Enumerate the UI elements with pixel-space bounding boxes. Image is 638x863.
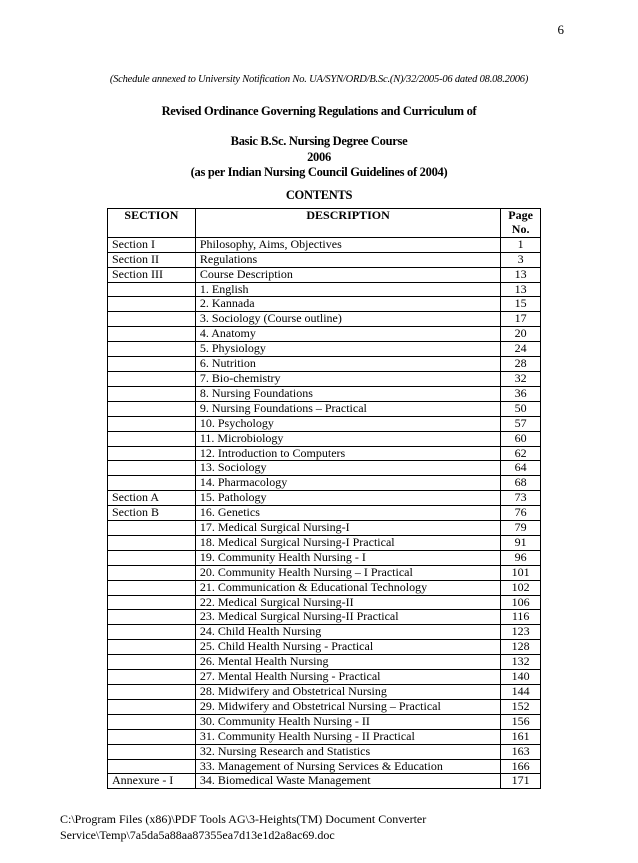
description-cell: 19. Community Health Nursing - I — [195, 550, 500, 565]
section-cell — [108, 610, 196, 625]
section-cell — [108, 565, 196, 580]
table-row — [108, 401, 541, 416]
description-cell: 34. Biomedical Waste Management — [195, 774, 500, 789]
description-cell: 12. Introduction to Computers — [195, 446, 500, 461]
page-cell: 57 — [501, 416, 541, 431]
table-row — [108, 431, 541, 446]
page-cell: 163 — [501, 744, 541, 759]
section-cell — [108, 550, 196, 565]
page-column-header: Page No. — [501, 209, 541, 238]
section-cell — [108, 461, 196, 476]
page-number: 6 — [557, 22, 564, 37]
page-cell: 28 — [501, 357, 541, 372]
page-cell: 96 — [501, 550, 541, 565]
table-row — [108, 565, 541, 580]
contents-table — [107, 208, 541, 789]
description-cell: Regulations — [195, 252, 500, 267]
table-row — [108, 640, 541, 655]
table-row — [108, 446, 541, 461]
page-cell: 68 — [501, 476, 541, 491]
course-title: Basic B.Sc. Nursing Degree Course — [230, 134, 408, 148]
page-cell: 132 — [501, 655, 541, 670]
table-row — [108, 252, 541, 267]
description-cell: 29. Midwifery and Obstetrical Nursing – Practical — [195, 699, 500, 714]
page-cell: 50 — [501, 401, 541, 416]
description-cell: 21. Communication & Educational Technology — [195, 580, 500, 595]
page-cell: 76 — [501, 506, 541, 521]
table-row — [108, 491, 541, 506]
page-cell: 60 — [501, 431, 541, 446]
description-cell: Course Description — [195, 267, 500, 282]
page-cell: 13 — [501, 267, 541, 282]
description-cell: 5. Physiology — [195, 342, 500, 357]
description-cell: 2. Kannada — [195, 297, 500, 312]
description-cell: 13. Sociology — [195, 461, 500, 476]
section-cell — [108, 446, 196, 461]
page-cell: 171 — [501, 774, 541, 789]
page-cell: 36 — [501, 386, 541, 401]
guidelines-note: (as per Indian Nursing Council Guidelines of 2004) — [190, 165, 448, 179]
section-cell: Section A — [108, 491, 196, 506]
table-row — [108, 655, 541, 670]
table-row — [108, 774, 541, 789]
description-cell: 28. Midwifery and Obstetrical Nursing — [195, 685, 500, 700]
table-row — [108, 535, 541, 550]
description-cell: 24. Child Health Nursing — [195, 625, 500, 640]
page-cell: 24 — [501, 342, 541, 357]
description-cell: 9. Nursing Foundations – Practical — [195, 401, 500, 416]
section-cell — [108, 282, 196, 297]
table-row — [108, 521, 541, 536]
file-path-footer — [60, 811, 426, 843]
section-cell — [108, 580, 196, 595]
page-cell: 17 — [501, 312, 541, 327]
table-row — [108, 744, 541, 759]
table-row — [108, 416, 541, 431]
table-row — [108, 729, 541, 744]
page-cell: 140 — [501, 670, 541, 685]
page-cell: 116 — [501, 610, 541, 625]
section-cell — [108, 357, 196, 372]
description-column-header: DESCRIPTION — [195, 209, 500, 238]
section-cell — [108, 371, 196, 386]
description-cell: 8. Nursing Foundations — [195, 386, 500, 401]
section-cell — [108, 416, 196, 431]
section-cell — [108, 431, 196, 446]
description-cell: 11. Microbiology — [195, 431, 500, 446]
table-row — [108, 580, 541, 595]
table-row — [108, 327, 541, 342]
description-cell: 10. Psychology — [195, 416, 500, 431]
page-cell: 91 — [501, 535, 541, 550]
table-row — [108, 685, 541, 700]
description-cell: 30. Community Health Nursing - II — [195, 714, 500, 729]
section-cell — [108, 386, 196, 401]
description-cell: 6. Nutrition — [195, 357, 500, 372]
description-cell: 15. Pathology — [195, 491, 500, 506]
page-cell: 32 — [501, 371, 541, 386]
course-year: 2006 — [307, 150, 331, 164]
table-row — [108, 714, 541, 729]
page-cell: 102 — [501, 580, 541, 595]
page-cell: 152 — [501, 699, 541, 714]
description-cell: 27. Mental Health Nursing - Practical — [195, 670, 500, 685]
section-cell — [108, 655, 196, 670]
section-cell — [108, 699, 196, 714]
file-path-line-2: Service\Temp\7a5da5a88aa87355ea7d13e1d2a8ac69.doc — [60, 828, 335, 842]
page-cell: 20 — [501, 327, 541, 342]
page-cell: 166 — [501, 759, 541, 774]
section-cell — [108, 342, 196, 357]
page-cell: 101 — [501, 565, 541, 580]
table-row — [108, 759, 541, 774]
table-row — [108, 282, 541, 297]
table-row — [108, 357, 541, 372]
page-cell: 62 — [501, 446, 541, 461]
description-cell: 4. Anatomy — [195, 327, 500, 342]
description-cell: 7. Bio-chemistry — [195, 371, 500, 386]
table-row — [108, 476, 541, 491]
section-cell: Section B — [108, 506, 196, 521]
section-cell: Annexure - I — [108, 774, 196, 789]
table-row — [108, 625, 541, 640]
description-cell: 25. Child Health Nursing - Practical — [195, 640, 500, 655]
page-cell: 73 — [501, 491, 541, 506]
table-row — [108, 297, 541, 312]
description-cell: 23. Medical Surgical Nursing-II Practical — [195, 610, 500, 625]
description-cell: 17. Medical Surgical Nursing-I — [195, 521, 500, 536]
page-cell: 156 — [501, 714, 541, 729]
description-cell: 22. Medical Surgical Nursing-II — [195, 595, 500, 610]
section-cell — [108, 521, 196, 536]
table-row — [108, 371, 541, 386]
description-cell: 14. Pharmacology — [195, 476, 500, 491]
description-cell: 1. English — [195, 282, 500, 297]
table-row — [108, 267, 541, 282]
section-cell — [108, 759, 196, 774]
section-cell: Section III — [108, 267, 196, 282]
page-cell: 144 — [501, 685, 541, 700]
schedule-note: (Schedule annexed to University Notification No. UA/SYN/ORD/B.Sc.(N)/32/2005-06 dated 08.08.2006) — [109, 74, 529, 85]
page-cell: 1 — [501, 237, 541, 252]
page-cell: 15 — [501, 297, 541, 312]
table-row — [108, 506, 541, 521]
section-cell — [108, 744, 196, 759]
contents-heading: CONTENTS — [285, 188, 353, 202]
description-cell: 32. Nursing Research and Statistics — [195, 744, 500, 759]
section-cell — [108, 714, 196, 729]
section-cell — [108, 729, 196, 744]
page-cell: 106 — [501, 595, 541, 610]
page-cell: 3 — [501, 252, 541, 267]
section-cell — [108, 535, 196, 550]
table-row — [108, 670, 541, 685]
description-cell: 18. Medical Surgical Nursing-I Practical — [195, 535, 500, 550]
table-header-row — [108, 209, 541, 238]
document-title: Revised Ordinance Governing Regulations and Curriculum of — [161, 104, 477, 118]
description-cell: 3. Sociology (Course outline) — [195, 312, 500, 327]
section-cell — [108, 595, 196, 610]
page-cell: 161 — [501, 729, 541, 744]
section-cell — [108, 401, 196, 416]
table-row — [108, 461, 541, 476]
description-cell: 31. Community Health Nursing - II Practical — [195, 729, 500, 744]
section-cell — [108, 476, 196, 491]
page-cell: 64 — [501, 461, 541, 476]
section-cell: Section I — [108, 237, 196, 252]
section-cell — [108, 685, 196, 700]
page-cell: 13 — [501, 282, 541, 297]
table-row — [108, 342, 541, 357]
section-cell — [108, 312, 196, 327]
table-row — [108, 595, 541, 610]
page-cell: 79 — [501, 521, 541, 536]
section-cell — [108, 327, 196, 342]
section-cell — [108, 670, 196, 685]
description-cell: 33. Management of Nursing Services & Education — [195, 759, 500, 774]
description-cell: 20. Community Health Nursing – I Practical — [195, 565, 500, 580]
table-row — [108, 610, 541, 625]
section-cell: Section II — [108, 252, 196, 267]
file-path-line-1: C:\Program Files (x86)\PDF Tools AG\3-Heights(TM) Document Converter — [60, 812, 427, 826]
table-row — [108, 237, 541, 252]
table-row — [108, 699, 541, 714]
section-cell — [108, 297, 196, 312]
table-row — [108, 550, 541, 565]
description-cell: 16. Genetics — [195, 506, 500, 521]
section-cell — [108, 625, 196, 640]
section-column-header: SECTION — [108, 209, 196, 238]
table-row — [108, 386, 541, 401]
page-cell: 123 — [501, 625, 541, 640]
description-cell: 26. Mental Health Nursing — [195, 655, 500, 670]
section-cell — [108, 640, 196, 655]
page-cell: 128 — [501, 640, 541, 655]
description-cell: Philosophy, Aims, Objectives — [195, 237, 500, 252]
table-row — [108, 312, 541, 327]
contents-table-body — [108, 237, 541, 789]
